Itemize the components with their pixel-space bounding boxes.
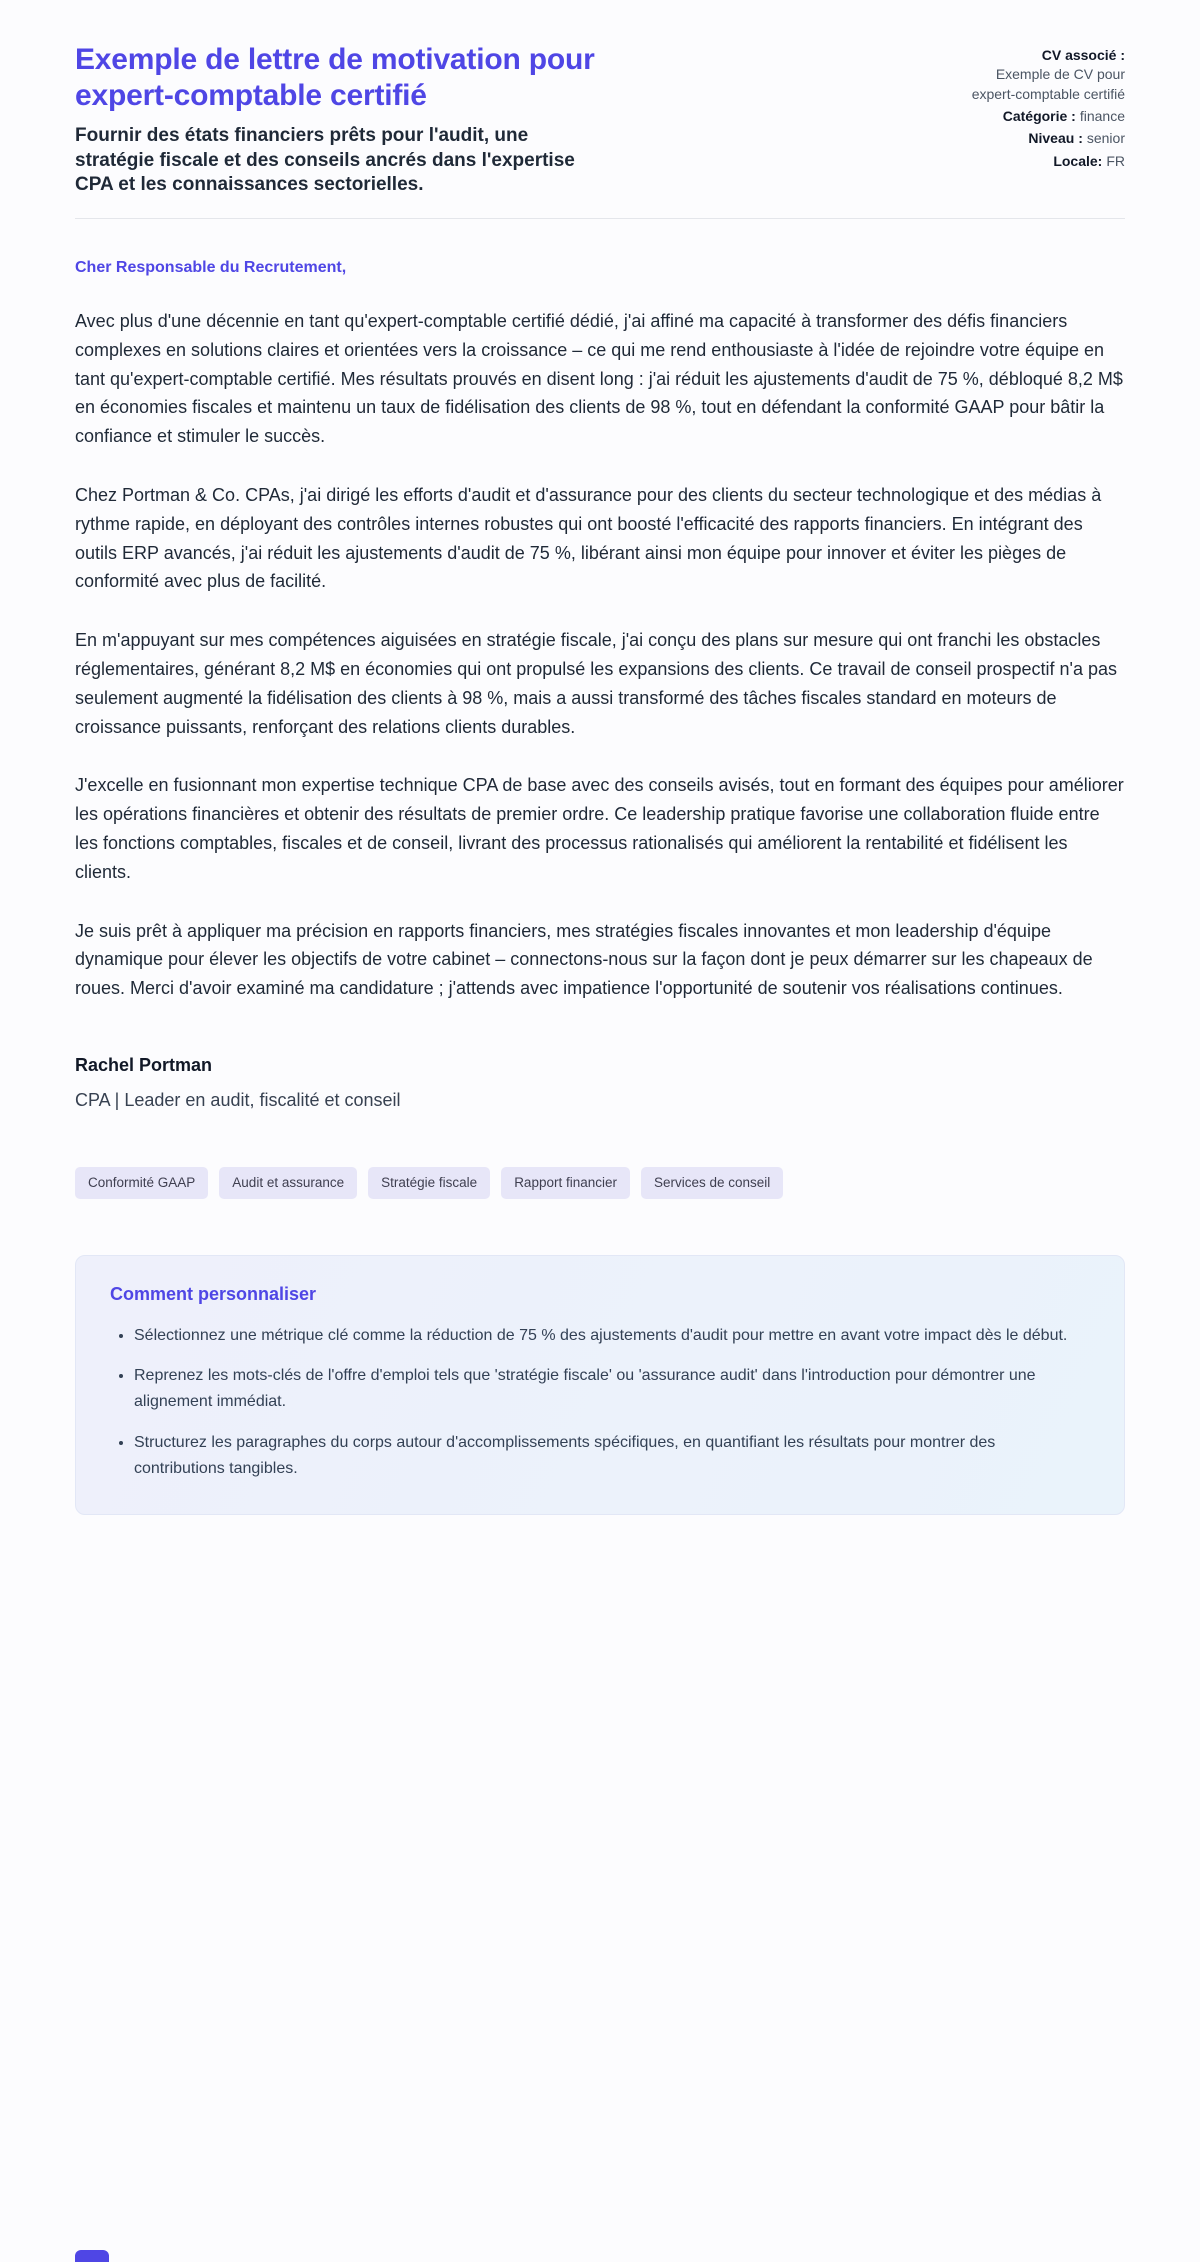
tip-item: • Reprenez les mots-clés de l'offre d'emploi tels que 'stratégie fiscale' ou 'assurance audit' dans l'introduction pour démontrer une alignement immédiat. <box>134 1363 1090 1415</box>
letter-paragraph: Chez Portman & Co. CPAs, j'ai dirigé les efforts d'audit et d'assurance pour des clients du secteur technologique et des médias à rythme rapide, en déployant des contrôles internes robustes qui ont boosté l'efficacité des rapports financiers. En intégrant des outils ERP avancés, j'ai réduit les ajustements d'audit de 75 %, libérant ainsi mon équipe pour innover et éviter les pièges de conformité avec plus de facilité. <box>75 485 1102 592</box>
tips-panel <box>75 1255 1125 1516</box>
meta-associated-cv <box>965 46 1125 104</box>
meta-category <box>965 107 1125 126</box>
page-subtitle: Fournir des états financiers prêts pour l'audit, une stratégie fiscale et des conseils ancrés dans l'expertise CPA et les connaissances sectorielles. <box>75 125 575 196</box>
letter-paragraph: Avec plus d'une décennie en tant qu'expert-comptable certifié dédié, j'ai affiné ma capacité à transformer des défis financiers complexes en solutions claires et orientées vers la croissance – ce qui me rend enthousiaste à l'idée de rejoindre votre équipe en tant qu'expert-comptable certifié. Mes résultats prouvés en disent long : j'ai réduit les ajustements d'audit de 75 %, débloqué 8,2 M$ en économies fiscales et maintenu un taux de fidélisation des clients de 98 %, tout en défendant la conformité GAAP pour bâtir la confiance et stimuler le succès. <box>75 311 1123 447</box>
meta-value: Exemple de CV pour expert-comptable certifié <box>971 66 1125 102</box>
tag-list <box>75 1167 1125 1199</box>
meta-label: Niveau : <box>1028 130 1083 147</box>
tag-chip: Audit et assurance <box>219 1167 357 1199</box>
meta-label: Locale: <box>1053 152 1103 169</box>
letter-body <box>75 259 1125 1111</box>
header-divider <box>75 218 1125 219</box>
meta-value: FR <box>1106 152 1125 169</box>
signature-title: CPA | Leader en audit, fiscalité et conseil <box>75 1090 401 1110</box>
tag-chip: Conformité GAAP <box>75 1167 208 1199</box>
letter-paragraph: J'excelle en fusionnant mon expertise technique CPA de base avec des conseils avisés, tout en formant des équipes pour améliorer les opérations financières et obtenir des résultats de premier ordre. Ce leadership pratique favorise une collaboration fluide entre les fonctions comptables, fiscales et de conseil, livrant des processus rationalisés qui améliorent la rentabilité et fidélisent les clients. <box>75 775 1124 882</box>
letter-paragraph: Je suis prêt à appliquer ma précision en rapports financiers, mes stratégies fiscales innovantes et mon leadership d'équipe dynamique pour élever les objectifs de votre cabinet – connectons-nous sur la façon dont je peux démarrer sur les chapeaux de roues. Merci d'avoir examiné ma candidature ; j'attends avec impatience l'opportunité de soutenir vos réalisations continues. <box>75 920 1093 999</box>
cut-off-button[interactable] <box>75 2250 109 2262</box>
tips-title: Comment personnaliser <box>110 1283 317 1304</box>
tag-chip: Services de conseil <box>641 1167 783 1199</box>
meta-label: CV associé : <box>1041 47 1125 63</box>
page-title: Exemple de lettre de motivation pour expert-comptable certifié <box>75 43 595 112</box>
tips-list <box>110 1323 1090 1483</box>
meta-value: senior <box>1086 130 1125 147</box>
letter-paragraph: En m'appuyant sur mes compétences aiguisées en stratégie fiscale, j'ai conçu des plans sur mesure qui ont franchi les obstacles réglementaires, générant 8,2 M$ en économies qui ont propulsé les expansions des clients. Ce travail de conseil prospectif n'a pas seulement augmenté la fidélisation des clients à 98 %, mais a aussi transformé des tâches fiscales standard en moteurs de croissance puissants, renforçant des relations clients durables. <box>75 630 1118 737</box>
meta-panel <box>965 42 1125 171</box>
tip-item: • Sélectionnez une métrique clé comme la réduction de 75 % des ajustements d'audit pour mettre en avant votre impact dès le début. <box>134 1323 1090 1349</box>
tag-chip: Rapport financier <box>501 1167 630 1199</box>
tip-item: • Structurez les paragraphes du corps autour d'accomplissements spécifiques, en quantifiant les résultats pour montrer des contributions tangibles. <box>134 1430 1090 1482</box>
letter-greeting: Cher Responsable du Recrutement, <box>75 259 347 277</box>
signature-name: Rachel Portman <box>75 1055 213 1075</box>
meta-locale <box>965 152 1125 171</box>
content-container <box>75 0 1125 1515</box>
meta-value: finance <box>1079 107 1125 124</box>
meta-label: Catégorie : <box>1002 107 1076 124</box>
header-left <box>75 42 925 198</box>
tag-chip: Stratégie fiscale <box>368 1167 490 1199</box>
meta-level <box>965 129 1125 148</box>
header <box>75 42 1125 198</box>
